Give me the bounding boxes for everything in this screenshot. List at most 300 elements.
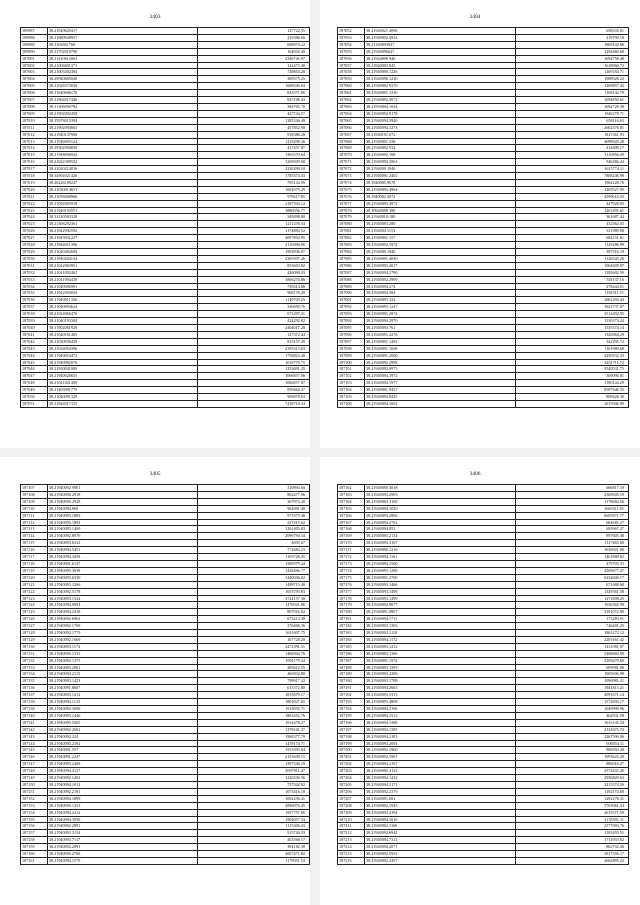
amount-cell: 606854.11 (516, 740, 629, 747)
row-id-cell: 187180 (338, 609, 365, 616)
row-id-cell: 187072 (338, 166, 365, 173)
coordinate-cell: 38.21940092076 (47, 359, 197, 366)
amount-cell: 815157.49 (197, 338, 309, 345)
row-id-cell: 187026 (21, 228, 48, 235)
amount-cell: 3540531.75 (516, 366, 629, 373)
amount-cell: 1611607.75 (197, 630, 309, 637)
coordinate-cell: 38.21940092.3006 (47, 706, 197, 713)
coordinate-cell: 38.21940094.7312 (365, 837, 516, 844)
table-row (21, 851, 310, 858)
row-id-cell: 187052 (338, 28, 365, 35)
coordinate-cell: 38.21940093.324 (365, 297, 516, 304)
amount-cell: 1815679.17 (197, 692, 309, 699)
table-row (21, 498, 310, 505)
table-row (338, 366, 629, 373)
row-id-cell: 187146 (21, 754, 48, 761)
table-row (338, 200, 629, 207)
coordinate-cell: 38.21940094.5940 (365, 117, 516, 124)
amount-cell: 2091671.14 (516, 692, 629, 699)
table-row (21, 616, 310, 623)
row-id-cell: 187195 (338, 712, 365, 719)
row-id-cell: 187120 (21, 574, 48, 581)
coordinate-cell: 38.21940091.1974 (365, 657, 516, 664)
coordinate-cell: 38.21940092.198 (365, 152, 516, 159)
row-id-cell: 187171 (338, 547, 365, 554)
coordinate-cell: 38.21940093.3134 (47, 830, 197, 837)
row-id-cell: 187029 (21, 249, 48, 256)
table-row (21, 249, 310, 256)
row-id-cell: 187008 (21, 103, 48, 110)
row-id-cell: 187137 (21, 692, 48, 699)
coordinate-cell: 38.21940091.2247 (47, 754, 197, 761)
row-id-cell: 187116 (21, 547, 48, 554)
table-row (21, 110, 310, 117)
coordinate-cell: 38.21940094.2970 (365, 318, 516, 325)
row-id-cell: 187156 (21, 823, 48, 830)
table-row (338, 352, 629, 359)
coordinate-cell: 38.21930041000 (47, 366, 197, 373)
row-id-cell: 187169 (338, 533, 365, 540)
table-row (338, 837, 629, 844)
amount-cell: 1349361.58 (516, 588, 629, 595)
table-row (338, 48, 629, 55)
row-id-cell: 187104 (338, 387, 365, 394)
row-id-cell: 187020 (21, 186, 48, 193)
coordinate-cell: 38.21940094.2196 (365, 706, 516, 713)
row-id-cell: 187107 (21, 485, 48, 492)
table-row (338, 117, 629, 124)
coordinate-cell: 38.21940094.2761 (365, 519, 516, 526)
table-row (338, 76, 629, 83)
coordinate-cell: 38.21042092592 (47, 228, 197, 235)
row-id-cell: 187193 (338, 699, 365, 706)
coordinate-cell: 38.21940093.1469 (47, 526, 197, 533)
table-row (21, 526, 310, 533)
row-id-cell: 187192 (338, 692, 365, 699)
coordinate-cell: 38.21940093.1412 (365, 643, 516, 650)
table-row (21, 802, 310, 809)
coordinate-cell: 38.21940191.072 (365, 131, 516, 138)
table-row (21, 519, 310, 526)
amount-cell: 5468684.99 (516, 650, 629, 657)
coordinate-cell: 38.21940092.1118 (365, 630, 516, 637)
coordinate-cell: 38.21940090.1230 (365, 76, 516, 83)
row-id-cell: 187205 (338, 781, 365, 788)
table-row (21, 338, 310, 345)
row-id-cell: 187214 (338, 844, 365, 851)
amount-cell: 757942.82 (197, 781, 309, 788)
coordinate-cell: 38.21945031227 (47, 235, 197, 242)
amount-cell: 975379.48 (197, 512, 309, 519)
amount-cell: 1219298.26 (197, 138, 309, 145)
row-id-cell: 187126 (21, 616, 48, 623)
row-id-cell: 187046 (21, 366, 48, 373)
table-row (338, 324, 629, 331)
coordinate-cell: 38.21944017335 (47, 400, 197, 407)
amount-cell: 424292.82 (197, 318, 309, 325)
row-id-cell: 187213 (338, 837, 365, 844)
coordinate-cell: 38.21049006991 (47, 283, 197, 290)
coordinate-cell: 38.21940093.3167 (365, 540, 516, 547)
coordinate-cell: 38.21946003124 (47, 138, 197, 145)
amount-cell: 1049999.96 (516, 706, 629, 713)
row-id-cell: 187085 (338, 255, 365, 262)
coordinate-cell: 38.21940093.1335 (47, 650, 197, 657)
coordinate-cell: 38.21940092.1967 (365, 754, 516, 761)
table-row (21, 62, 310, 69)
amount-cell: 311989.08 (516, 228, 629, 235)
table-row (21, 311, 310, 318)
amount-cell: 1178684.56 (516, 498, 629, 505)
table-row (21, 712, 310, 719)
amount-cell: 1941815.21 (516, 685, 629, 692)
coordinate-cell: 38.21940092.1775 (47, 630, 197, 637)
coordinate-cell: 38.21940094.1012 (47, 781, 197, 788)
table-row (338, 498, 629, 505)
amount-cell: 1105726.45 (197, 554, 309, 561)
row-id-cell: 187123 (21, 595, 48, 602)
row-id-cell: 187019 (21, 179, 48, 186)
table-row (338, 338, 629, 345)
coordinate-cell: 38.21940093.7117 (47, 837, 197, 844)
row-id-cell: 187068 (338, 138, 365, 145)
amount-cell: 968176.20 (197, 290, 309, 297)
coordinate-cell: 38.21042003951 (47, 262, 197, 269)
row-id-cell: 187140 (21, 712, 48, 719)
amount-cell: 1615145.24 (516, 719, 629, 726)
amount-cell: 1226536.56 (197, 775, 309, 782)
table-row (21, 235, 310, 242)
amount-cell: 1968377.79 (197, 733, 309, 740)
amount-cell: 2572435.20 (516, 768, 629, 775)
coordinate-cell: 38.21940092.9973 (365, 366, 516, 373)
row-id-cell: 187115 (21, 540, 48, 547)
coordinate-cell: 38.21940094.3458 (47, 554, 197, 561)
row-id-cell: 187183 (338, 630, 365, 637)
coordinate-cell: 38.21940092.1972 (365, 242, 516, 249)
table-row (338, 823, 629, 830)
amount-cell: 658116.63 (516, 117, 629, 124)
table-row (21, 602, 310, 609)
row-id-cell: 187208 (338, 802, 365, 809)
amount-cell: 739314.68 (197, 283, 309, 290)
table-row (21, 699, 310, 706)
row-id-cell: 187170 (338, 540, 365, 547)
coordinate-cell: 38.21940094.9994 (47, 602, 197, 609)
amount-cell: 853603.82 (197, 262, 309, 269)
coordinate-cell: 38.21940093.2928 (47, 498, 197, 505)
coordinate-cell: 38.21940092.3122 (365, 768, 516, 775)
coordinate-cell: 38.21940090.1226 (365, 69, 516, 76)
amount-cell: 1535374.14 (516, 324, 629, 331)
row-id-cell: 187001 (21, 55, 48, 62)
table-row (21, 837, 310, 844)
table-row (21, 28, 310, 35)
amount-cell: 3451711.72 (516, 359, 629, 366)
amount-cell: 1440036.02 (197, 574, 309, 581)
table-row (338, 533, 629, 540)
coordinate-cell: 38.2194004.1153 (365, 228, 516, 235)
coordinate-cell: 38.21042094034 (47, 290, 197, 297)
amount-cell: 684681.27 (516, 519, 629, 526)
coordinate-cell: 38.21940090.1216 (365, 547, 516, 554)
row-id-cell: 187139 (21, 706, 48, 713)
amount-cell: 361687.44 (516, 214, 629, 221)
amount-cell: 541137.16 (516, 276, 629, 283)
amount-cell: 1572693.17 (516, 699, 629, 706)
table-row (338, 726, 629, 733)
table-row (338, 318, 629, 325)
amount-cell: 1271808.25 (516, 595, 629, 602)
row-id-cell: 187030 (21, 255, 48, 262)
row-id-cell: 187050 (21, 394, 48, 401)
table-row (338, 62, 629, 69)
amount-cell: 326658.76 (197, 304, 309, 311)
table-row (338, 485, 629, 492)
amount-cell: 2369945.19 (516, 491, 629, 498)
table-row (338, 221, 629, 228)
table-row (21, 664, 310, 671)
coordinate-cell: 38.21940093.4964 (365, 186, 516, 193)
amount-cell: 7418710.34 (197, 400, 309, 407)
amount-cell: 1817361.93 (516, 131, 629, 138)
amount-cell: 1438466.77 (197, 567, 309, 574)
row-id-cell: 187005 (21, 83, 48, 90)
amount-cell: 1904057.54 (197, 816, 309, 823)
coordinate-cell: 38.21940094.8445 (365, 394, 516, 401)
row-id-cell: 187147 (21, 761, 48, 768)
row-id-cell: 187162 (338, 485, 365, 492)
amount-cell: 1533393.04 (197, 747, 309, 754)
row-id-cell: 187061 (338, 90, 365, 97)
row-id-cell: 187035 (21, 290, 48, 297)
coordinate-cell: 38.21940091.2134 (365, 533, 516, 540)
amount-cell: 1181011.51 (516, 290, 629, 297)
coordinate-cell: 38.21605402484 (47, 69, 197, 76)
row-id-cell: 187159 (21, 844, 48, 851)
coordinate-cell: 38.21940091.8807 (365, 609, 516, 616)
coordinate-cell: 38.21940093.761 (365, 324, 516, 331)
coordinate-cell: 38.21024054396 (47, 345, 197, 352)
page-3404 (320, 0, 630, 448)
row-id-cell: 187013 (21, 138, 48, 145)
amount-cell: 684151.61 (516, 235, 629, 242)
coordinate-cell: 38.21940093.4972 (365, 200, 516, 207)
amount-cell: 897016.82 (197, 609, 309, 616)
data-table (337, 484, 629, 865)
table-row (338, 512, 629, 519)
row-id-cell: 187060 (338, 83, 365, 90)
coordinate-cell: 38.21940092.932 (365, 145, 516, 152)
amount-cell: 2415574.36 (516, 781, 629, 788)
coordinate-cell: 38.21940092.2297 (365, 857, 516, 864)
coordinate-cell: 38.21940093.5505 (47, 719, 197, 726)
amount-cell: 2817556.17 (516, 851, 629, 858)
amount-cell: 319894.60 (197, 485, 309, 492)
row-id-cell: 187109 (21, 498, 48, 505)
coordinate-cell: 38.21030056439 (47, 338, 197, 345)
amount-cell: 915740.33 (197, 830, 309, 837)
amount-cell: 349498.80 (197, 214, 309, 221)
table-row (338, 650, 629, 657)
amount-cell: 4599616.03 (516, 193, 629, 200)
coordinate-cell: 38.21940093.5313 (365, 692, 516, 699)
table-row (21, 41, 310, 48)
amount-cell: 843571.86 (197, 90, 309, 97)
row-id-cell: 189989 (21, 41, 48, 48)
coordinate-cell: 38.21080928957 (47, 34, 197, 41)
table-row (338, 83, 629, 90)
coordinate-cell: 38.21940094.3168 (365, 498, 516, 505)
coordinate-cell: 38.21944011490 (47, 242, 197, 249)
row-id-cell: 187083 (338, 242, 365, 249)
coordinate-cell: 38.21940093.2468 (47, 761, 197, 768)
coordinate-cell: 38.21940094.3273 (365, 124, 516, 131)
table-row (21, 186, 310, 193)
table-row (338, 657, 629, 664)
row-id-cell: 187096 (338, 331, 365, 338)
table-row (338, 636, 629, 643)
row-id-cell: 187036 (21, 297, 48, 304)
row-id-cell: 187144 (21, 740, 48, 747)
row-id-cell: 187203 (338, 768, 365, 775)
coordinate-cell: 38.21030014651 (47, 186, 197, 193)
amount-cell: 979617.85 (197, 193, 309, 200)
row-id-cell: 187196 (338, 719, 365, 726)
row-id-cell: 187176 (338, 581, 365, 588)
coordinate-cell: 38.21940094.5451 (47, 547, 197, 554)
amount-cell: 1255691.25 (197, 366, 309, 373)
amount-cell: 1756823.40 (197, 352, 309, 359)
coordinate-cell: 38.21940092.9677 (365, 602, 516, 609)
row-id-cell: 187032 (21, 269, 48, 276)
coordinate-cell: 38.21940092.9901 (47, 485, 197, 492)
row-id-cell: 187185 (338, 643, 365, 650)
amount-cell: 1378101.37 (197, 726, 309, 733)
coordinate-cell: 38.21940091.2402 (365, 173, 516, 180)
coordinate-cell: 38.21040193304 (47, 318, 197, 325)
table-row (21, 630, 310, 637)
row-id-cell: 187175 (338, 574, 365, 581)
table-row (21, 533, 310, 540)
coordinate-cell: 38.21940094.1123 (47, 699, 197, 706)
coordinate-cell: 38.29940605040 (47, 76, 197, 83)
row-id-cell: 187212 (338, 830, 365, 837)
table-row (338, 97, 629, 104)
amount-cell: 1395602.50 (516, 269, 629, 276)
table-row (21, 394, 310, 401)
coordinate-cell: 38.21940092.9178 (365, 110, 516, 117)
row-id-cell: 187092 (338, 304, 365, 311)
coordinate-cell: 38.21940094.384 (365, 290, 516, 297)
amount-cell: 147722.55 (197, 28, 309, 35)
amount-cell: 1694850.61 (516, 97, 629, 104)
amount-cell: 1902836.07 (197, 249, 309, 256)
amount-cell: 1261405.03 (197, 526, 309, 533)
coordinate-cell: 38.21940093.2905 (365, 491, 516, 498)
table-row (21, 795, 310, 802)
amount-cell: 479705.33 (516, 560, 629, 567)
table-row (21, 228, 310, 235)
amount-cell: 799917.22 (197, 678, 309, 685)
coordinate-cell: 38.21940094.2171 (365, 781, 516, 788)
table-row (338, 269, 629, 276)
amount-cell: 3391072.86 (516, 609, 629, 616)
table-row (338, 138, 629, 145)
row-id-cell: 187057 (338, 62, 365, 69)
row-id-cell: 187130 (21, 643, 48, 650)
amount-cell: 1863272.12 (516, 630, 629, 637)
amount-cell: 164954.49 (197, 48, 309, 55)
table-row (21, 345, 310, 352)
table-row (21, 733, 310, 740)
row-id-cell: 187125 (21, 609, 48, 616)
table-row (338, 283, 629, 290)
row-id-cell: 187142 (21, 726, 48, 733)
table-row (338, 602, 629, 609)
amount-cell: 1363570.64 (197, 152, 309, 159)
coordinate-cell: 38.21940092.5952 (365, 851, 516, 858)
amount-cell: 2153638.15 (197, 754, 309, 761)
table-row (338, 567, 629, 574)
row-id-cell: 187152 (21, 795, 48, 802)
table-row (338, 373, 629, 380)
table-row (21, 726, 310, 733)
coordinate-cell: 38.21940094.1977 (365, 380, 516, 387)
table-row (21, 76, 310, 83)
row-id-cell: 187163 (338, 491, 365, 498)
table-row (338, 255, 629, 262)
row-id-cell: 187200 (338, 747, 365, 754)
row-id-cell: 187007 (21, 97, 48, 104)
table-row (21, 740, 310, 747)
coordinate-cell: 38.21940094.1385 (365, 726, 516, 733)
table-row (21, 491, 310, 498)
page-3405 (0, 457, 310, 905)
coordinate-cell: 38.21940026655 (47, 373, 197, 380)
table-row (21, 214, 310, 221)
row-id-cell: 187106 (338, 400, 365, 407)
row-id-cell: 187089 (338, 283, 365, 290)
coordinate-cell: 38.21920620417 (47, 28, 197, 35)
table-row (21, 200, 310, 207)
coordinate-cell: 38.21940093.2266 (47, 581, 197, 588)
amount-cell: 1117465.60 (516, 540, 629, 547)
table-row (21, 719, 310, 726)
coordinate-cell: 38.21056068966 (47, 193, 197, 200)
amount-cell: 658335.01 (516, 28, 629, 35)
coordinate-cell: 38.21940093.2206 (365, 671, 516, 678)
amount-cell: 2132675.72 (516, 726, 629, 733)
coordinate-cell: 38.21940091.1698 (365, 345, 516, 352)
row-id-cell: 187055 (338, 48, 365, 55)
row-id-cell: 187124 (21, 602, 48, 609)
amount-cell: 1668546.64 (197, 83, 309, 90)
row-id-cell: 187166 (338, 512, 365, 519)
row-id-cell: 187039 (21, 318, 48, 325)
row-id-cell: 187002 (21, 62, 48, 69)
row-id-cell: 187128 (21, 630, 48, 637)
amount-cell: 2187504.12 (197, 200, 309, 207)
amount-cell: 1964128.76 (516, 179, 629, 186)
table-row (21, 34, 310, 41)
table-row (338, 712, 629, 719)
row-id-cell: 187135 (21, 678, 48, 685)
coordinate-cell: 38.21940090.2918 (47, 491, 197, 498)
coordinate-cell: 38.21940092.8976 (47, 533, 197, 540)
amount-cell: 862702.46 (516, 844, 629, 851)
amount-cell: 1115306.43 (197, 823, 309, 830)
